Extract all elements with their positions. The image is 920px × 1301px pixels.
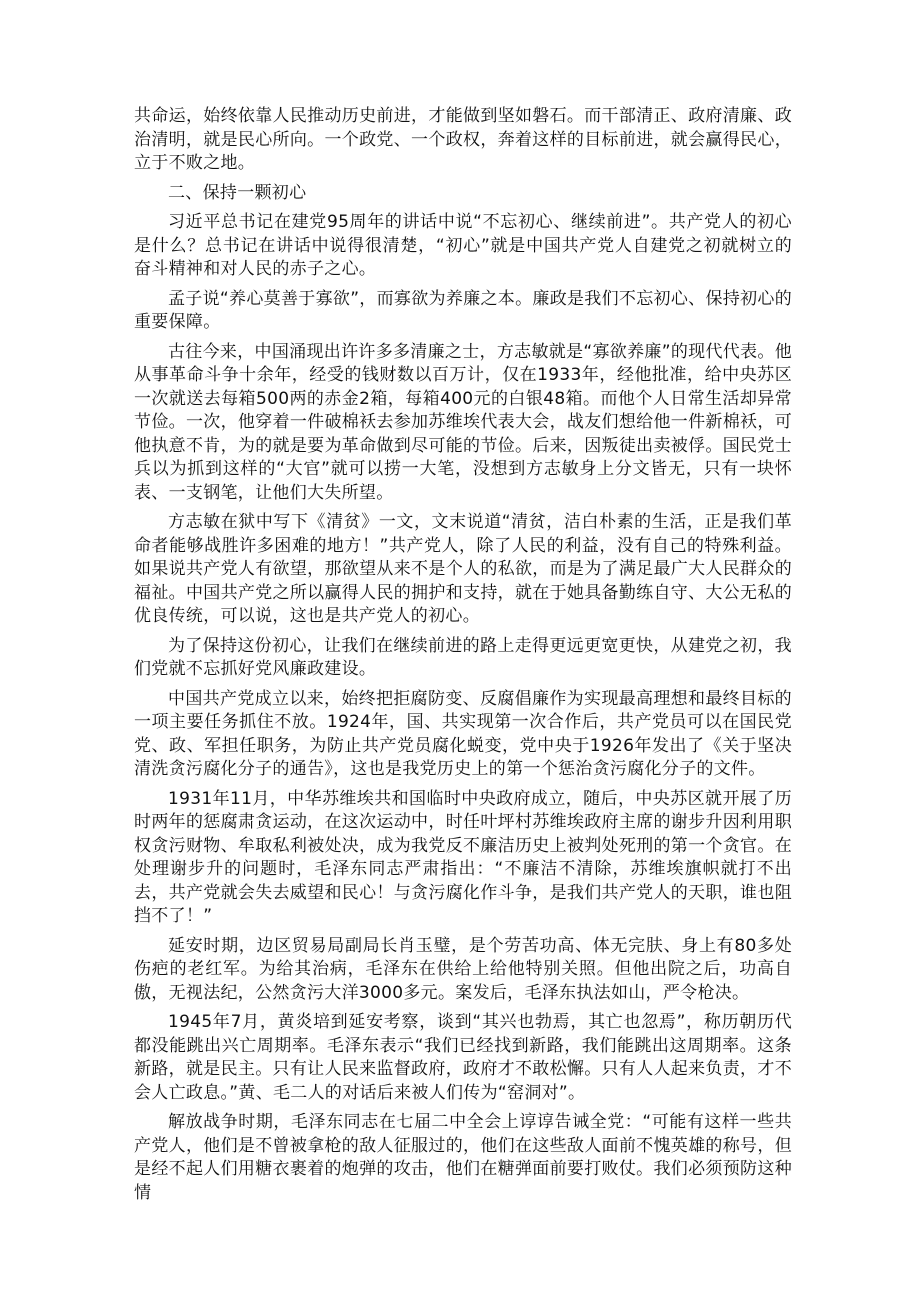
- paragraph: 为了保持这份初心，让我们在继续前进的路上走得更远更宽更快，从建党之初，我们党就不忘抓好党风廉政建设。: [134, 635, 792, 679]
- paragraph: 1945年7月，黄炎培到延安考察，谈到“其兴也勃焉，其亡也忽焉”，称历朝历代都没能跳出兴亡周期率。毛泽东表示“我们已经找到新路，我们能跳出这周期率。这条新路，就是民主。只有让人民来监督政府，政府才不敢松懈。只有人人起来负责，才不会人亡政息。”黄、毛二人的对话后来被人们传为“窑洞对”。: [134, 1012, 792, 1103]
- paragraph: 习近平总书记在建党95周年的讲话中说“不忘初心、继续前进”。共产党人的初心是什么？总书记在讲话中说得很清楚，“初心”就是中国共产党人自建党之初就树立的奋斗精神和对人民的赤子之心。: [134, 212, 792, 279]
- paragraph: 1931年11月，中华苏维埃共和国临时中央政府成立，随后，中央苏区就开展了历时两年的惩腐肃贪运动，在这次运动中，时任叶坪村苏维埃政府主席的谢步升因利用职权贪污财物、牟取私利被处决，成为我党反不廉洁历史上被判处死刑的第一个贪官。在处理谢步升的问题时，毛泽东同志严肃指出：“不廉洁不清除，苏维埃旗帜就打不出去，共产党就会失去威望和民心！与贪污腐化作斗争，是我们共产党人的天职，谁也阻挡不了！”: [134, 788, 792, 926]
- paragraph: 解放战争时期，毛泽东同志在七届二中全会上谆谆告诫全党：“可能有这样一些共产党人，他们是不曾被拿枪的敌人征服过的，他们在这些敌人面前不愧英雄的称号，但是经不起人们用糖衣裹着的炮弹的攻击，他们在糖弹面前要打败仗。我们必须预防这种情: [134, 1112, 792, 1203]
- paragraph: 方志敏在狱中写下《清贫》一文，文末说道“清贫，洁白朴素的生活，正是我们革命者能够战胜许多困难的地方！”共产党人，除了人民的利益，没有自己的特殊利益。如果说共产党人有欲望，那欲望从来不是个人的私欲，而是为了满足最广大人民群众的福祉。中国共产党之所以赢得人民的拥护和支持，就在于她具备勤练自守、大公无私的优良传统，可以说，这也是共产党人的初心。: [134, 512, 792, 626]
- paragraph: 延安时期，边区贸易局副局长肖玉璧，是个劳苦功高、体无完肤、身上有80多处伤疤的老红军。为给其治病，毛泽东在供给上给他特别关照。但他出院之后，功高自傲，无视法纪，公然贪污大洋3000多元。案发后，毛泽东执法如山，严令枪决。: [134, 935, 792, 1003]
- paragraph-continued: 共命运，始终依靠人民推动历史前进，才能做到坚如磐石。而干部清正、政府清廉、政治清明，就是民心所向。一个政党、一个政权，奔着这样的目标前进，就会赢得民心，立于不败之地。: [134, 106, 792, 173]
- paragraph: 中国共产党成立以来，始终把拒腐防变、反腐倡廉作为实现最高理想和最终目标的一项主要任务抓住不放。1924年，国、共实现第一次合作后，共产党员可以在国民党党、政、军担任职务，为防止共产党员腐化蜕变，党中央于1926年发出了《关于坚决清洗贪污腐化分子的通告》，这也是我党历史上的第一个惩治贪污腐化分子的文件。: [134, 688, 792, 779]
- section-heading: 二、保持一颗初心: [168, 182, 307, 203]
- paragraph: 古往今来，中国涌现出许许多多清廉之士，方志敏就是“寡欲养廉”的现代代表。他从事革命斗争十余年，经受的钱财数以百万计，仅在1933年，经他批准，给中央苏区一次就送去每箱500两的赤金2箱，每箱400元的白银48箱。而他个人日常生活却异常节俭。一次，他穿着一件破棉袄去参加苏维埃代表大会，战友们想给他一件新棉袄，可他执意不肯，为的就是要为革命做到尽可能的节俭。后来，因叛徒出卖被俘。国民党士兵以为抓到这样的“大官”就可以捞一大笔，没想到方志敏身上分文皆无，只有一块怀表、一支钢笔，让他们大失所望。: [134, 341, 792, 503]
- paragraph: 孟子说“养心莫善于寡欲”，而寡欲为养廉之本。廉政是我们不忘初心、保持初心的重要保障。: [134, 288, 792, 332]
- document-body: [134, 105, 792, 1211]
